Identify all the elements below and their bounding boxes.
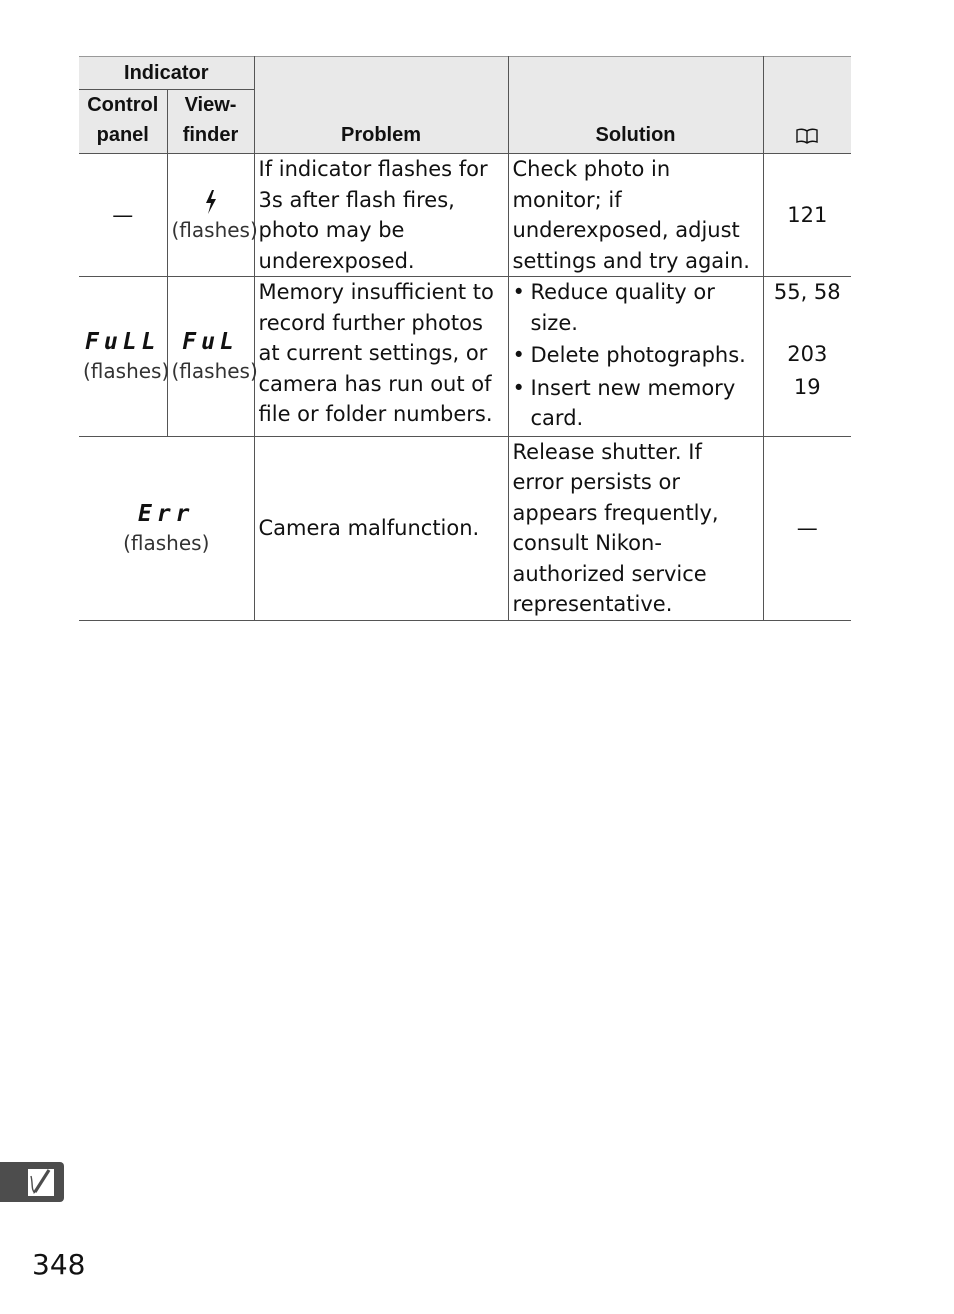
- lcd-full-indicator: FuLL: [85, 329, 161, 356]
- header-control-panel: Control panel: [79, 90, 167, 154]
- flashes-note: (flashes): [171, 218, 258, 243]
- header-viewfinder: View-finder: [167, 90, 254, 154]
- troubleshooting-table: [79, 56, 851, 621]
- section-tab: [0, 1162, 64, 1202]
- table-row: [79, 277, 851, 437]
- flash-bolt-icon: [202, 189, 220, 215]
- page-ref-1: 55, 58: [773, 280, 841, 304]
- page-ref-2: 203: [787, 342, 828, 366]
- cell-page-ref: [763, 277, 851, 437]
- cell-control-panel: [79, 277, 170, 437]
- cell-problem: Memory insufficient to record further photos at current settings, or camera has run out of file or folder numbers.: [254, 277, 508, 437]
- header-page-ref: [763, 57, 851, 154]
- flashes-note: (flashes): [83, 359, 170, 384]
- table-row: [79, 436, 851, 620]
- cell-solution: Check photo in monitor; if underexposed, adjust settings and try again.: [508, 154, 763, 277]
- table-row: [79, 154, 851, 277]
- cell-page-ref: —: [763, 436, 851, 620]
- lcd-err-indicator: Err: [137, 501, 195, 527]
- cell-viewfinder: [167, 154, 258, 277]
- cell-solution: Release shutter. If error persists or appears frequently, consult Nikon-authorized service representative.: [508, 436, 763, 620]
- notes-pen-icon: [0, 1162, 64, 1202]
- solution-list: [513, 277, 759, 434]
- flashes-note: (flashes): [123, 531, 210, 555]
- header-problem: Problem: [254, 57, 508, 154]
- list-item: • Insert new memory card.: [513, 373, 759, 434]
- header-indicator: Indicator: [79, 57, 254, 90]
- page-ref-3: 19: [793, 375, 821, 399]
- cell-control-panel: —: [79, 154, 167, 277]
- cell-problem: If indicator flashes for 3s after flash fires, photo may be underexposed.: [254, 154, 508, 277]
- cell-indicator: [79, 436, 254, 620]
- cell-problem: Camera malfunction.: [254, 436, 508, 620]
- list-item: • Reduce quality or size.: [513, 277, 759, 338]
- cell-solution: [508, 277, 763, 437]
- cell-page-ref: 121: [763, 154, 851, 277]
- list-item: • Delete photographs.: [513, 340, 759, 371]
- page-number: 348: [32, 1248, 86, 1281]
- header-solution: Solution: [508, 57, 763, 154]
- lcd-ful-indicator: FuL: [182, 329, 239, 356]
- cell-viewfinder: [167, 277, 258, 437]
- flashes-note: (flashes): [171, 359, 258, 384]
- book-icon: [796, 128, 818, 144]
